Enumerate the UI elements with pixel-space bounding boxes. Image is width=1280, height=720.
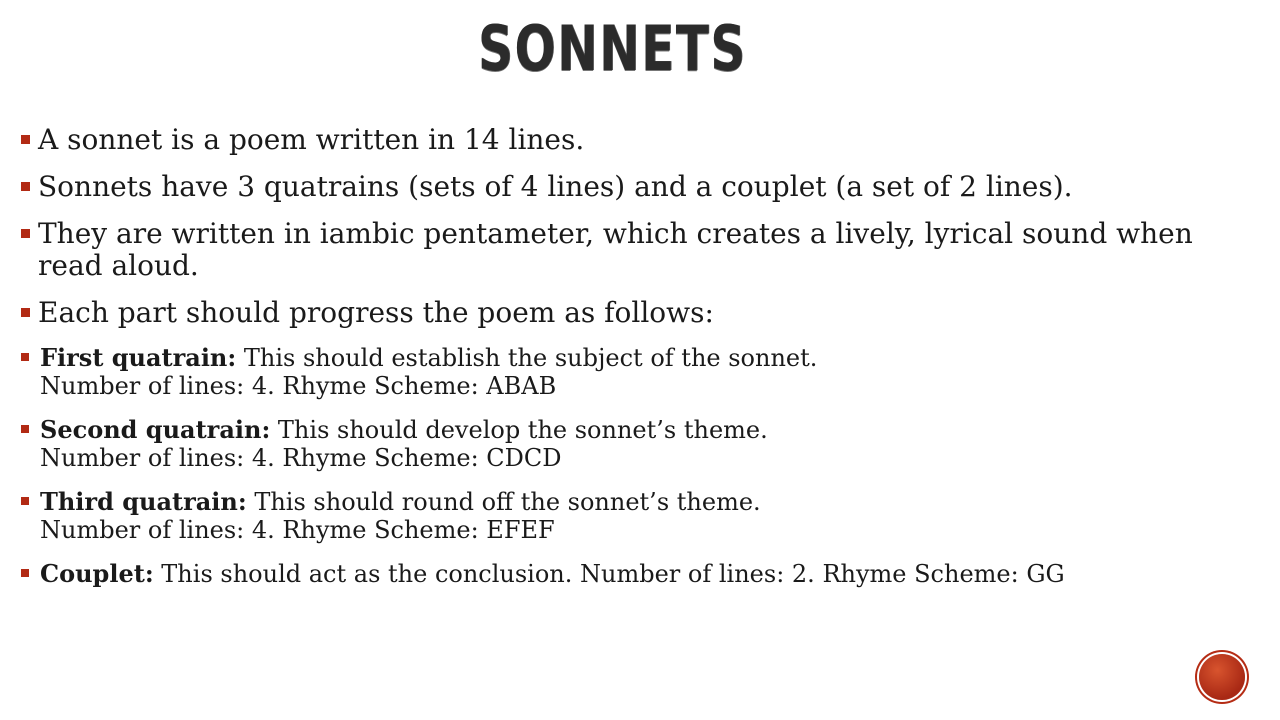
bullet-text: This should act as the conclusion. Number of lines: 2. Rhyme Scheme: GG — [153, 560, 1065, 588]
bullet-text: Sonnets have 3 quatrains (sets of 4 lines) and a couplet (a set of 2 lines). — [38, 170, 1073, 203]
bullet-text: Each part should progress the poem as follows: — [38, 296, 714, 329]
square-bullet-icon — [21, 229, 30, 238]
bullet-detail: Number of lines: 4. Rhyme Scheme: CDCD — [40, 444, 562, 472]
bullet-item — [20, 297, 1205, 329]
bullet-item-first-quatrain — [20, 344, 1205, 400]
bullet-item — [20, 124, 1205, 156]
square-bullet-icon — [21, 425, 29, 433]
bullet-text: A sonnet is a poem written in 14 lines. — [38, 123, 585, 156]
square-bullet-icon — [21, 569, 29, 577]
slide-title: SONNETS — [478, 12, 747, 85]
bullet-label: Couplet: — [40, 559, 154, 588]
bullet-list — [20, 124, 1205, 604]
bullet-item-third-quatrain — [20, 488, 1205, 544]
square-bullet-icon — [21, 308, 30, 317]
square-bullet-icon — [21, 135, 30, 144]
bullet-label: Third quatrain: — [40, 487, 247, 516]
bullet-item-couplet — [20, 560, 1205, 588]
bullet-text: This should develop the sonnet’s theme. — [270, 416, 768, 444]
square-bullet-icon — [21, 182, 30, 191]
bullet-label: First quatrain: — [40, 343, 237, 372]
bullet-text: They are written in iambic pentameter, which creates a lively, lyrical sound when read aloud. — [38, 217, 1193, 282]
square-bullet-icon — [21, 497, 29, 505]
bullet-label: Second quatrain: — [40, 415, 271, 444]
bullet-detail: Number of lines: 4. Rhyme Scheme: EFEF — [40, 516, 555, 544]
bullet-item — [20, 218, 1205, 282]
square-bullet-icon — [21, 353, 29, 361]
bullet-detail: Number of lines: 4. Rhyme Scheme: ABAB — [40, 372, 557, 400]
bullet-text: This should establish the subject of the sonnet. — [236, 344, 818, 372]
bullet-text: This should round off the sonnet’s theme. — [246, 488, 761, 516]
bullet-item-second-quatrain — [20, 416, 1205, 472]
slide-number-badge-icon — [1199, 654, 1245, 700]
bullet-item — [20, 171, 1205, 203]
